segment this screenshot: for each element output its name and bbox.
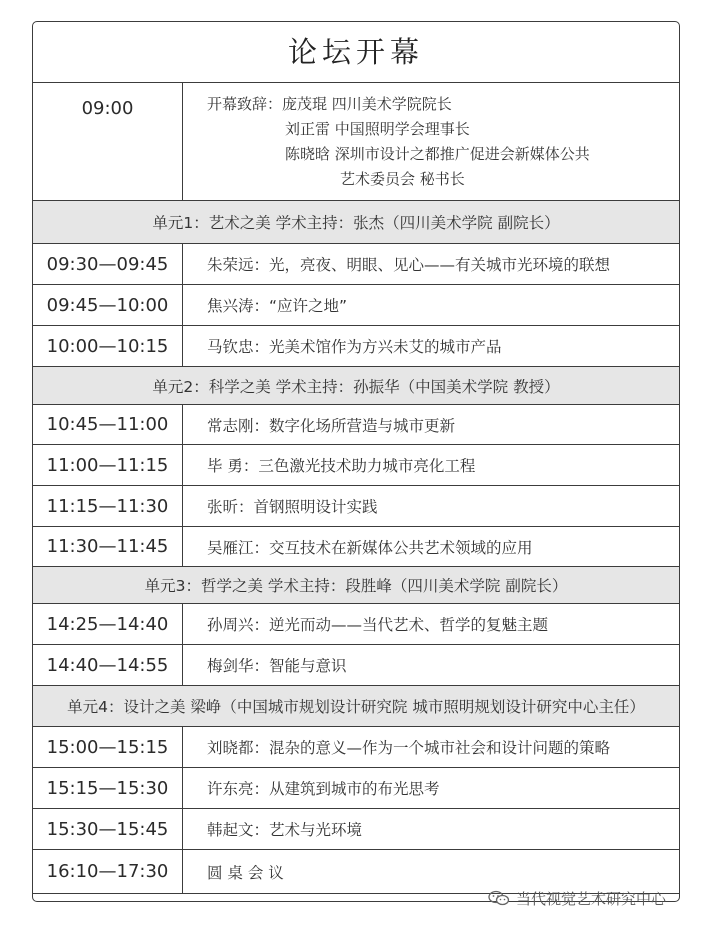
session-time: 11:00—11:15 xyxy=(33,445,183,485)
opening-line-4: 艺术委员会 秘书长 xyxy=(340,170,465,188)
session-time: 11:15—11:30 xyxy=(33,486,183,526)
session-talk: 张昕：首钢照明设计实践 xyxy=(207,498,378,516)
table-row xyxy=(33,285,679,326)
table-row xyxy=(33,445,679,486)
session-talk: 马钦忠：光美术馆作为方兴未艾的城市产品 xyxy=(207,338,502,356)
session-talk: 梅剑华：智能与意识 xyxy=(207,657,347,675)
table-row xyxy=(33,527,679,567)
watermark-text: 当代视觉艺术研究中心 xyxy=(516,889,667,908)
session-time: 09:30—09:45 xyxy=(33,244,183,284)
session-talk: 常志刚：数字化场所营造与城市更新 xyxy=(207,416,456,435)
opening-row xyxy=(33,82,679,201)
session-talk: 韩起文：艺术与光环境 xyxy=(207,821,363,839)
table-row xyxy=(33,405,679,445)
table-row xyxy=(33,727,679,768)
session-time: 16:10—17:30 xyxy=(33,850,183,893)
opening-time: 09:00 xyxy=(33,82,183,200)
table-row xyxy=(33,604,679,645)
session-talk: 圆 桌 会 议 xyxy=(207,863,284,882)
session-talk: 刘晓都：混杂的意义—作为一个城市社会和设计问题的策略 xyxy=(207,739,611,757)
table-row xyxy=(33,486,679,527)
session-talk: 焦兴涛：“应许之地” xyxy=(207,297,348,315)
session-time: 10:45—11:00 xyxy=(33,405,183,444)
session-time: 15:15—15:30 xyxy=(33,768,183,808)
schedule-table xyxy=(32,21,680,902)
session-time: 15:00—15:15 xyxy=(33,727,183,767)
session-time: 15:30—15:45 xyxy=(33,809,183,849)
session-time: 14:40—14:55 xyxy=(33,645,183,685)
section-header: 单元3：哲学之美 学术主持：段胜峰（四川美术学院 副院长） xyxy=(33,567,679,604)
session-talk: 孙周兴：逆光而动——当代艺术、哲学的复魅主题 xyxy=(207,616,549,634)
wechat-icon xyxy=(488,890,510,906)
opening-line-3: 陈晓晗 深圳市设计之都推广促进会新媒体公共 xyxy=(285,145,590,163)
section-header: 单元2：科学之美 学术主持：孙振华（中国美术学院 教授） xyxy=(33,367,679,405)
watermark xyxy=(488,886,698,910)
session-talk: 朱荣远：光，亮夜、明眼、见心——有关城市光环境的联想 xyxy=(207,256,611,274)
opening-line-1: 开幕致辞：庞茂琨 四川美术学院院长 xyxy=(207,95,452,113)
opening-line-2: 刘正雷 中国照明学会理事长 xyxy=(285,120,470,138)
page-title: 论坛开幕 xyxy=(33,22,679,83)
section-header: 单元4：设计之美 梁峥（中国城市规划设计研究院 城市照明规划设计研究中心主任） xyxy=(33,686,679,727)
table-row xyxy=(33,326,679,367)
table-row xyxy=(33,244,679,285)
session-talk: 毕 勇：三色激光技术助力城市亮化工程 xyxy=(207,457,476,475)
table-row xyxy=(33,809,679,850)
section-header: 单元1：艺术之美 学术主持：张杰（四川美术学院 副院长） xyxy=(33,201,679,244)
table-row xyxy=(33,645,679,686)
session-time: 14:25—14:40 xyxy=(33,604,183,644)
session-time: 09:45—10:00 xyxy=(33,285,183,325)
table-row xyxy=(33,768,679,809)
session-talk: 吴雁江：交互技术在新媒体公共艺术领域的应用 xyxy=(207,538,533,557)
session-time: 10:00—10:15 xyxy=(33,326,183,366)
session-time: 11:30—11:45 xyxy=(33,527,183,566)
session-talk: 许东亮：从建筑到城市的布光思考 xyxy=(207,780,440,798)
